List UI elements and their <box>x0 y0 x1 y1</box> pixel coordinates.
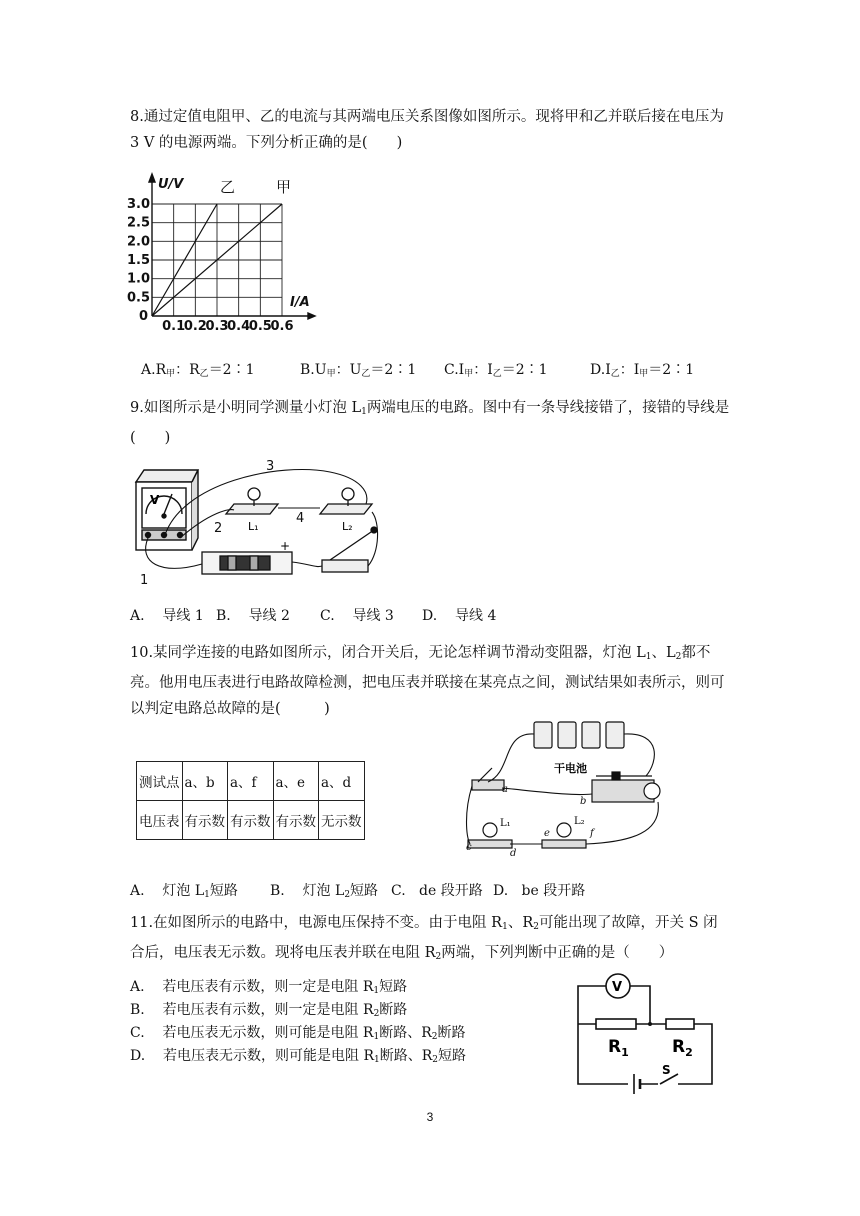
point-e-label: e <box>544 828 550 839</box>
resistor-r2-icon <box>666 1019 694 1029</box>
switch-icon <box>472 768 504 790</box>
q8-stem: 8.通过定值电阻甲、乙的电流与其两端电压关系图像如图所示。现将甲和乙并联后接在电压为 3 V 的电源两端。下列分析正确的是( ) <box>130 109 724 151</box>
voltmeter-label: V <box>150 493 160 507</box>
r1-label: $R_1$ <box>608 1037 629 1059</box>
q9-option-b[interactable]: B. 导线 2 <box>216 608 290 624</box>
line-yi-label: 乙 <box>220 178 236 196</box>
q8-option-b[interactable]: $B.U_甲$：$U_乙=2∶1$ <box>300 362 417 379</box>
q9-option-c[interactable]: C. 导线 3 <box>320 608 394 624</box>
y-tick-label: 1.0 <box>126 271 150 287</box>
q11-circuit-figure <box>574 972 724 1087</box>
q8-option-c[interactable]: $C.I_甲$：$I_乙=2∶1$ <box>444 362 548 379</box>
point-a-label: a <box>502 784 508 795</box>
table-row <box>137 801 365 840</box>
q9-stem: 9.如图所示是小明同学测量小灯泡 $L_1$两端电压的电路。图中有一条导线接错了，接错的导线是( ) <box>130 400 730 446</box>
rheostat-icon <box>592 772 660 802</box>
q10-option-b[interactable]: B. 灯泡 $L_2$短路 <box>270 883 379 900</box>
origin-label: 0 <box>139 309 149 324</box>
q11-option-b[interactable]: B. 若电压表有示数，则一定是电阻 $R_2$断路 <box>130 1002 408 1019</box>
wire-2-label: 2 <box>214 521 223 536</box>
q11-option-c[interactable]: C. 若电压表无示数，则可能是电阻 $R_1$断路、$R_2$断路 <box>130 1025 466 1042</box>
wire-1-label: 1 <box>140 573 149 588</box>
r2-label: $R_2$ <box>672 1037 693 1059</box>
point-f-label: f <box>590 828 594 839</box>
q8-option-d[interactable]: $D.I_乙$：$I_甲=2∶1$ <box>590 362 695 379</box>
q8-option-a[interactable]: $A.R_甲$：$R_乙=2∶1$ <box>141 362 255 379</box>
battery-label: 干电池 <box>554 762 587 775</box>
table-cell: 有示数 <box>182 801 228 840</box>
table-cell: 有示数 <box>273 801 319 840</box>
q10-option-a[interactable]: A. 灯泡 $L_1$短路 <box>130 883 238 900</box>
point-b-label: b <box>580 796 587 807</box>
q8-graph <box>126 170 330 340</box>
table-cell: 电压表 <box>137 801 183 840</box>
lamp-l1-label: L₁ <box>248 520 259 533</box>
battery-icon <box>202 552 292 574</box>
x-tick-label: 0.4 <box>227 319 251 334</box>
point-d-label: d <box>510 848 517 859</box>
q10-test-table <box>136 761 365 840</box>
lamp-l2-icon <box>320 488 372 514</box>
y-axis-label: U/V <box>158 177 184 192</box>
x-tick-label: 0.1 <box>162 319 186 334</box>
y-tick-label: 2.0 <box>126 234 150 250</box>
x-tick-label: 0.5 <box>248 319 272 334</box>
table-cell: 测试点 <box>137 762 183 801</box>
q9-option-a[interactable]: A. 导线 1 <box>130 608 204 624</box>
wire-4-label: 4 <box>296 511 305 526</box>
x-tick-label: 0.6 <box>270 319 294 334</box>
q10-circuit-figure <box>462 712 672 857</box>
table-cell: 无示数 <box>319 801 365 840</box>
y-tick-label: 1.5 <box>126 253 150 268</box>
q9-circuit-figure <box>130 452 390 592</box>
wire-3-label: 3 <box>266 459 275 474</box>
table-row <box>137 762 365 801</box>
x-tick-label: 0.3 <box>205 319 229 334</box>
y-tick-label: 0.5 <box>126 290 150 306</box>
voltmeter-icon <box>136 470 198 550</box>
lamp-l1-label: L₁ <box>500 818 511 829</box>
q9-option-d[interactable]: D. 导线 4 <box>422 608 497 624</box>
resistor-r1-icon <box>596 1019 636 1029</box>
table-cell: a、f <box>228 762 274 801</box>
table-cell: a、b <box>182 762 228 801</box>
lamp-l2-label: L₂ <box>342 520 353 533</box>
battery-pack-icon <box>534 722 624 748</box>
x-tick-label: 0.2 <box>183 319 207 334</box>
y-tick-label: 2.5 <box>126 215 150 231</box>
q10-option-d[interactable]: D. be 段开路 <box>493 883 586 899</box>
plus-label: + <box>280 539 291 553</box>
lamp-l2-label: L₂ <box>574 816 585 827</box>
q11-option-a[interactable]: A. 若电压表有示数，则一定是电阻 $R_1$短路 <box>130 979 408 996</box>
line-jia-label: 甲 <box>276 178 292 196</box>
table-cell: a、e <box>273 762 319 801</box>
q10-option-c[interactable]: C. de 段开路 <box>391 883 483 899</box>
switch-label: S <box>662 1063 671 1077</box>
table-cell: 有示数 <box>228 801 274 840</box>
q10-stem: 10.某同学连接的电路如图所示，闭合开关后，无论怎样调节滑动变阻器，灯泡 $L_1$、$L_2$都不亮。他用电压表进行电路故障检测，把电压表并联接在某亮点之间，测试结果如表所示，则可以判定电路总故障的是( ) <box>130 645 725 717</box>
x-axis-label: I/A <box>290 295 310 310</box>
point-c-label: c <box>466 842 472 853</box>
table-cell: a、d <box>319 762 365 801</box>
page-number: 3 <box>426 1110 434 1124</box>
q11-option-d[interactable]: D. 若电压表无示数，则可能是电阻 $R_1$断路、$R_2$短路 <box>130 1048 467 1065</box>
y-tick-label: 3.0 <box>126 197 150 212</box>
q11-stem: 11.在如图所示的电路中，电源电压保持不变。由于电阻 $R_1$、$R_2$可能出现了故障，开关 S 闭合后，电压表无示数。现将电压表并联在电阻 $R_2$两端，下列判断中正确的是（ ） <box>130 915 718 962</box>
voltmeter-label: V <box>612 980 623 995</box>
